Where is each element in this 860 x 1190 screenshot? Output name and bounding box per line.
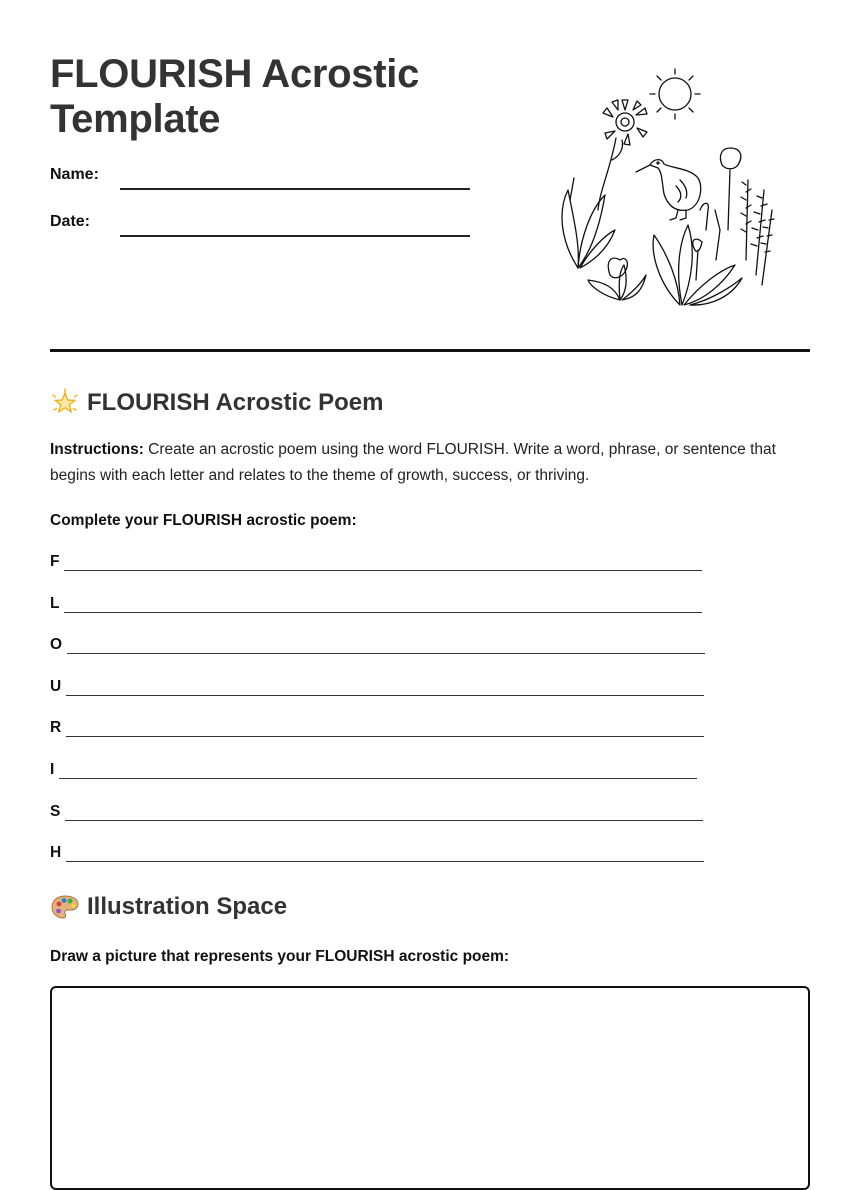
acrostic-line[interactable] bbox=[67, 633, 705, 654]
acrostic-letter: O bbox=[50, 636, 63, 654]
acrostic-row-i bbox=[50, 758, 810, 800]
illustration-prompt: Draw a picture that represents your FLOURISH acrostic poem: bbox=[50, 948, 510, 965]
sun-icon bbox=[650, 69, 700, 119]
acrostic-line[interactable] bbox=[66, 716, 704, 737]
acrostic-letter: S bbox=[50, 802, 61, 820]
date-line[interactable] bbox=[120, 235, 470, 237]
illustration-section-header bbox=[50, 890, 287, 924]
date-label: Date: bbox=[50, 213, 91, 230]
acrostic-line[interactable] bbox=[64, 592, 702, 613]
acrostic-row-f bbox=[50, 550, 810, 592]
acrostic-letter: R bbox=[50, 719, 62, 737]
acrostic-letter: L bbox=[50, 594, 60, 612]
nature-illustration bbox=[550, 60, 790, 315]
acrostic-line[interactable] bbox=[59, 758, 697, 779]
acrostic-letter: U bbox=[50, 677, 62, 695]
instructions bbox=[50, 437, 810, 489]
poem-section-title: FLOURISH Acrostic Poem bbox=[87, 389, 384, 416]
artist-palette-icon bbox=[50, 892, 80, 922]
instructions-label: Instructions: bbox=[50, 441, 144, 458]
drawing-area[interactable] bbox=[50, 986, 810, 1190]
bird-icon bbox=[636, 160, 701, 220]
acrostic-row-u bbox=[50, 675, 810, 717]
acrostic-lines bbox=[50, 550, 810, 883]
poem-prompt: Complete your FLOURISH acrostic poem: bbox=[50, 512, 357, 529]
instructions-text: Create an acrostic poem using the word FLOURISH. Write a word, phrase, or sentence that begins with each letter and relates to the theme of growth, success, or thriving. bbox=[50, 441, 776, 484]
illustration-section-title: Illustration Space bbox=[87, 893, 288, 920]
name-line[interactable] bbox=[120, 188, 470, 190]
acrostic-row-r bbox=[50, 716, 810, 758]
acrostic-line[interactable] bbox=[64, 550, 702, 571]
glowing-star-icon bbox=[50, 388, 80, 418]
acrostic-row-h bbox=[50, 841, 810, 883]
acrostic-line[interactable] bbox=[66, 841, 704, 862]
name-label: Name: bbox=[50, 166, 99, 183]
acrostic-line[interactable] bbox=[65, 800, 703, 821]
acrostic-row-s bbox=[50, 800, 810, 842]
acrostic-row-l bbox=[50, 592, 810, 634]
acrostic-letter: H bbox=[50, 844, 62, 862]
acrostic-letter: I bbox=[50, 760, 55, 778]
header-divider bbox=[50, 349, 810, 352]
acrostic-row-o bbox=[50, 633, 810, 675]
date-field bbox=[50, 207, 470, 237]
poem-section-header bbox=[50, 386, 384, 420]
acrostic-line[interactable] bbox=[66, 675, 704, 696]
lavender-icon bbox=[741, 180, 774, 285]
acrostic-letter: F bbox=[50, 553, 60, 570]
page-title: FLOURISH Acrostic Template bbox=[50, 52, 420, 141]
name-field bbox=[50, 160, 470, 190]
worksheet-page bbox=[50, 0, 810, 1161]
daisy-icon bbox=[598, 100, 647, 210]
